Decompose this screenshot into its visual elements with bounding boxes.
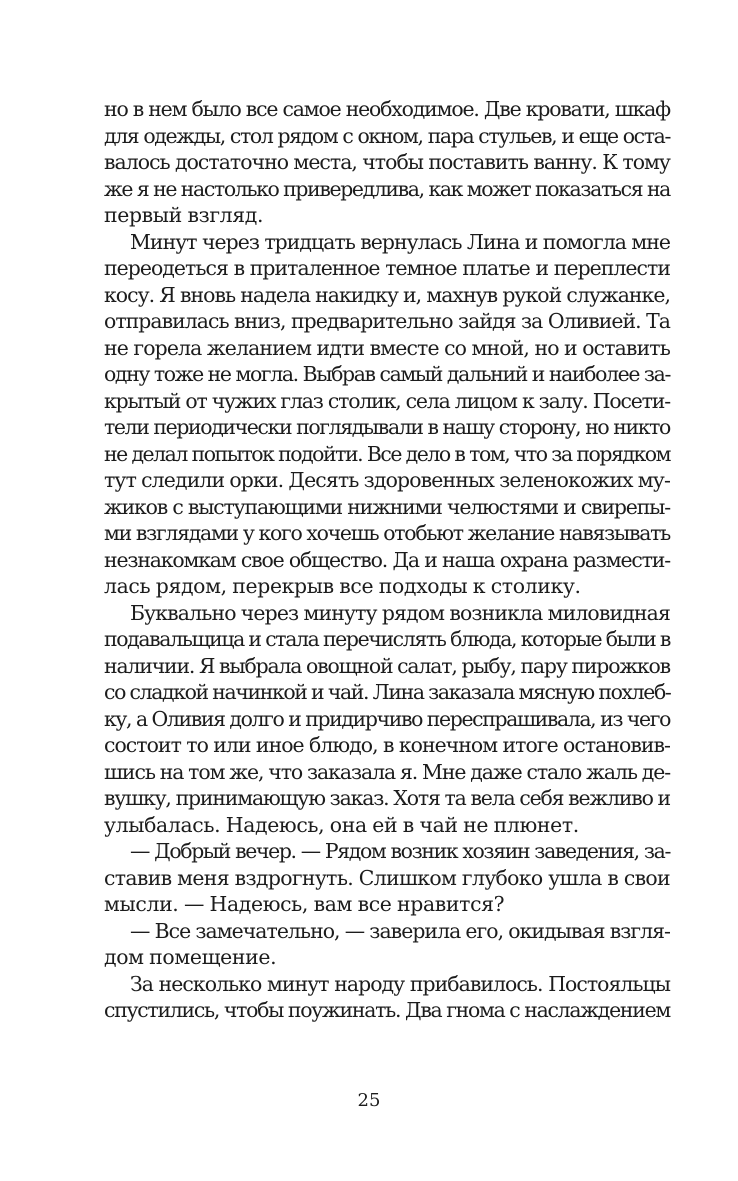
text-line: подавальщица и стала перечислять блюда, которые были в [104,627,671,651]
text-line: За несколько минут народу прибавилось. Постояльцы [130,971,670,996]
text-line: первый взгляд. [104,203,264,227]
text-line: ми взглядами у кого хочешь отобьют желание навязывать [104,521,670,545]
text-line: но в нем было все самое необходимое. Две кровати, шкаф [104,97,670,121]
text-line: ку, а Оливия долго и придирчиво переспрашивала, из чего [104,706,670,731]
text-line: крытый от чужих глаз столик, села лицом к залу. Посети- [104,388,670,413]
text-line: незнакомкам свое общество. Да и наша охрана размести- [104,547,670,572]
text-line: Минут через тридцать вернулась Лина и помогла мне [130,229,670,254]
text-line: лась рядом, перекрыв все подходы к столику. [104,574,581,598]
text-line: наличии. Я выбрала овощной салат, рыбу, пару пирожков [104,653,670,678]
body-text [104,96,670,1024]
text-line: валось достаточно места, чтобы поставить ванну. К тому [104,150,670,174]
text-line: для одежды, стол рядом с окном, пара стульев, и еще оста- [104,123,670,148]
text-line: спустились, чтобы поужинать. Два гнома с наслаждением [104,998,670,1022]
text-line: тут следили орки. Десять здоровенных зеленокожих му- [104,468,670,492]
text-line: тели периодически поглядывали в нашу сторону, но никто [104,415,670,439]
text-line: одну тоже не могла. Выбрав самый дальний и наиболее за- [104,362,670,386]
text-line: — Все замечательно, — заверила его, окидывая взгля- [130,918,670,943]
text-line: состоит то или иное блюдо, в конечном итоге остановив- [104,733,670,757]
text-line: не делал попыток подойти. Все дело в том, что за порядком [104,441,670,466]
text-line: улыбалась. Надеюсь, она ей в чай не плюнет. [104,812,579,837]
text-line: мысли. — Надеюсь, вам все нравится? [104,892,505,916]
text-line: дом помещение. [104,945,277,969]
text-line: не горела желанием идти вместе со мной, но и оставить [104,335,670,360]
text-line: же я не настолько привередлива, как может показаться на [104,176,670,201]
text-line: вушку, принимающую заказ. Хотя та вела себя вежливо и [104,786,670,810]
text-line: Буквально через минуту рядом возникла миловидная [130,600,670,625]
text-line: со сладкой начинкой и чай. Лина заказала мясную похлеб- [104,680,671,704]
text-line: ставив меня вздрогнуть. Слишком глубоко ушла в свои [104,865,670,890]
page-number: 25 [357,1090,381,1111]
text-line: — Добрый вечер. — Рядом возник хозяин заведения, за- [130,839,670,863]
text-line: шись на том же, что заказала я. Мне даже стало жаль де- [104,759,671,784]
text-line: отправилась вниз, предварительно зайдя за Оливией. Та [104,309,670,333]
text-line: жиков с выступающими нижними челюстями и свирепы- [104,494,670,519]
text-line: косу. Я вновь надела накидку и, махнув рукой служанке, [104,282,670,307]
text-line: переодеться в приталенное темное платье и переплести [104,256,670,280]
